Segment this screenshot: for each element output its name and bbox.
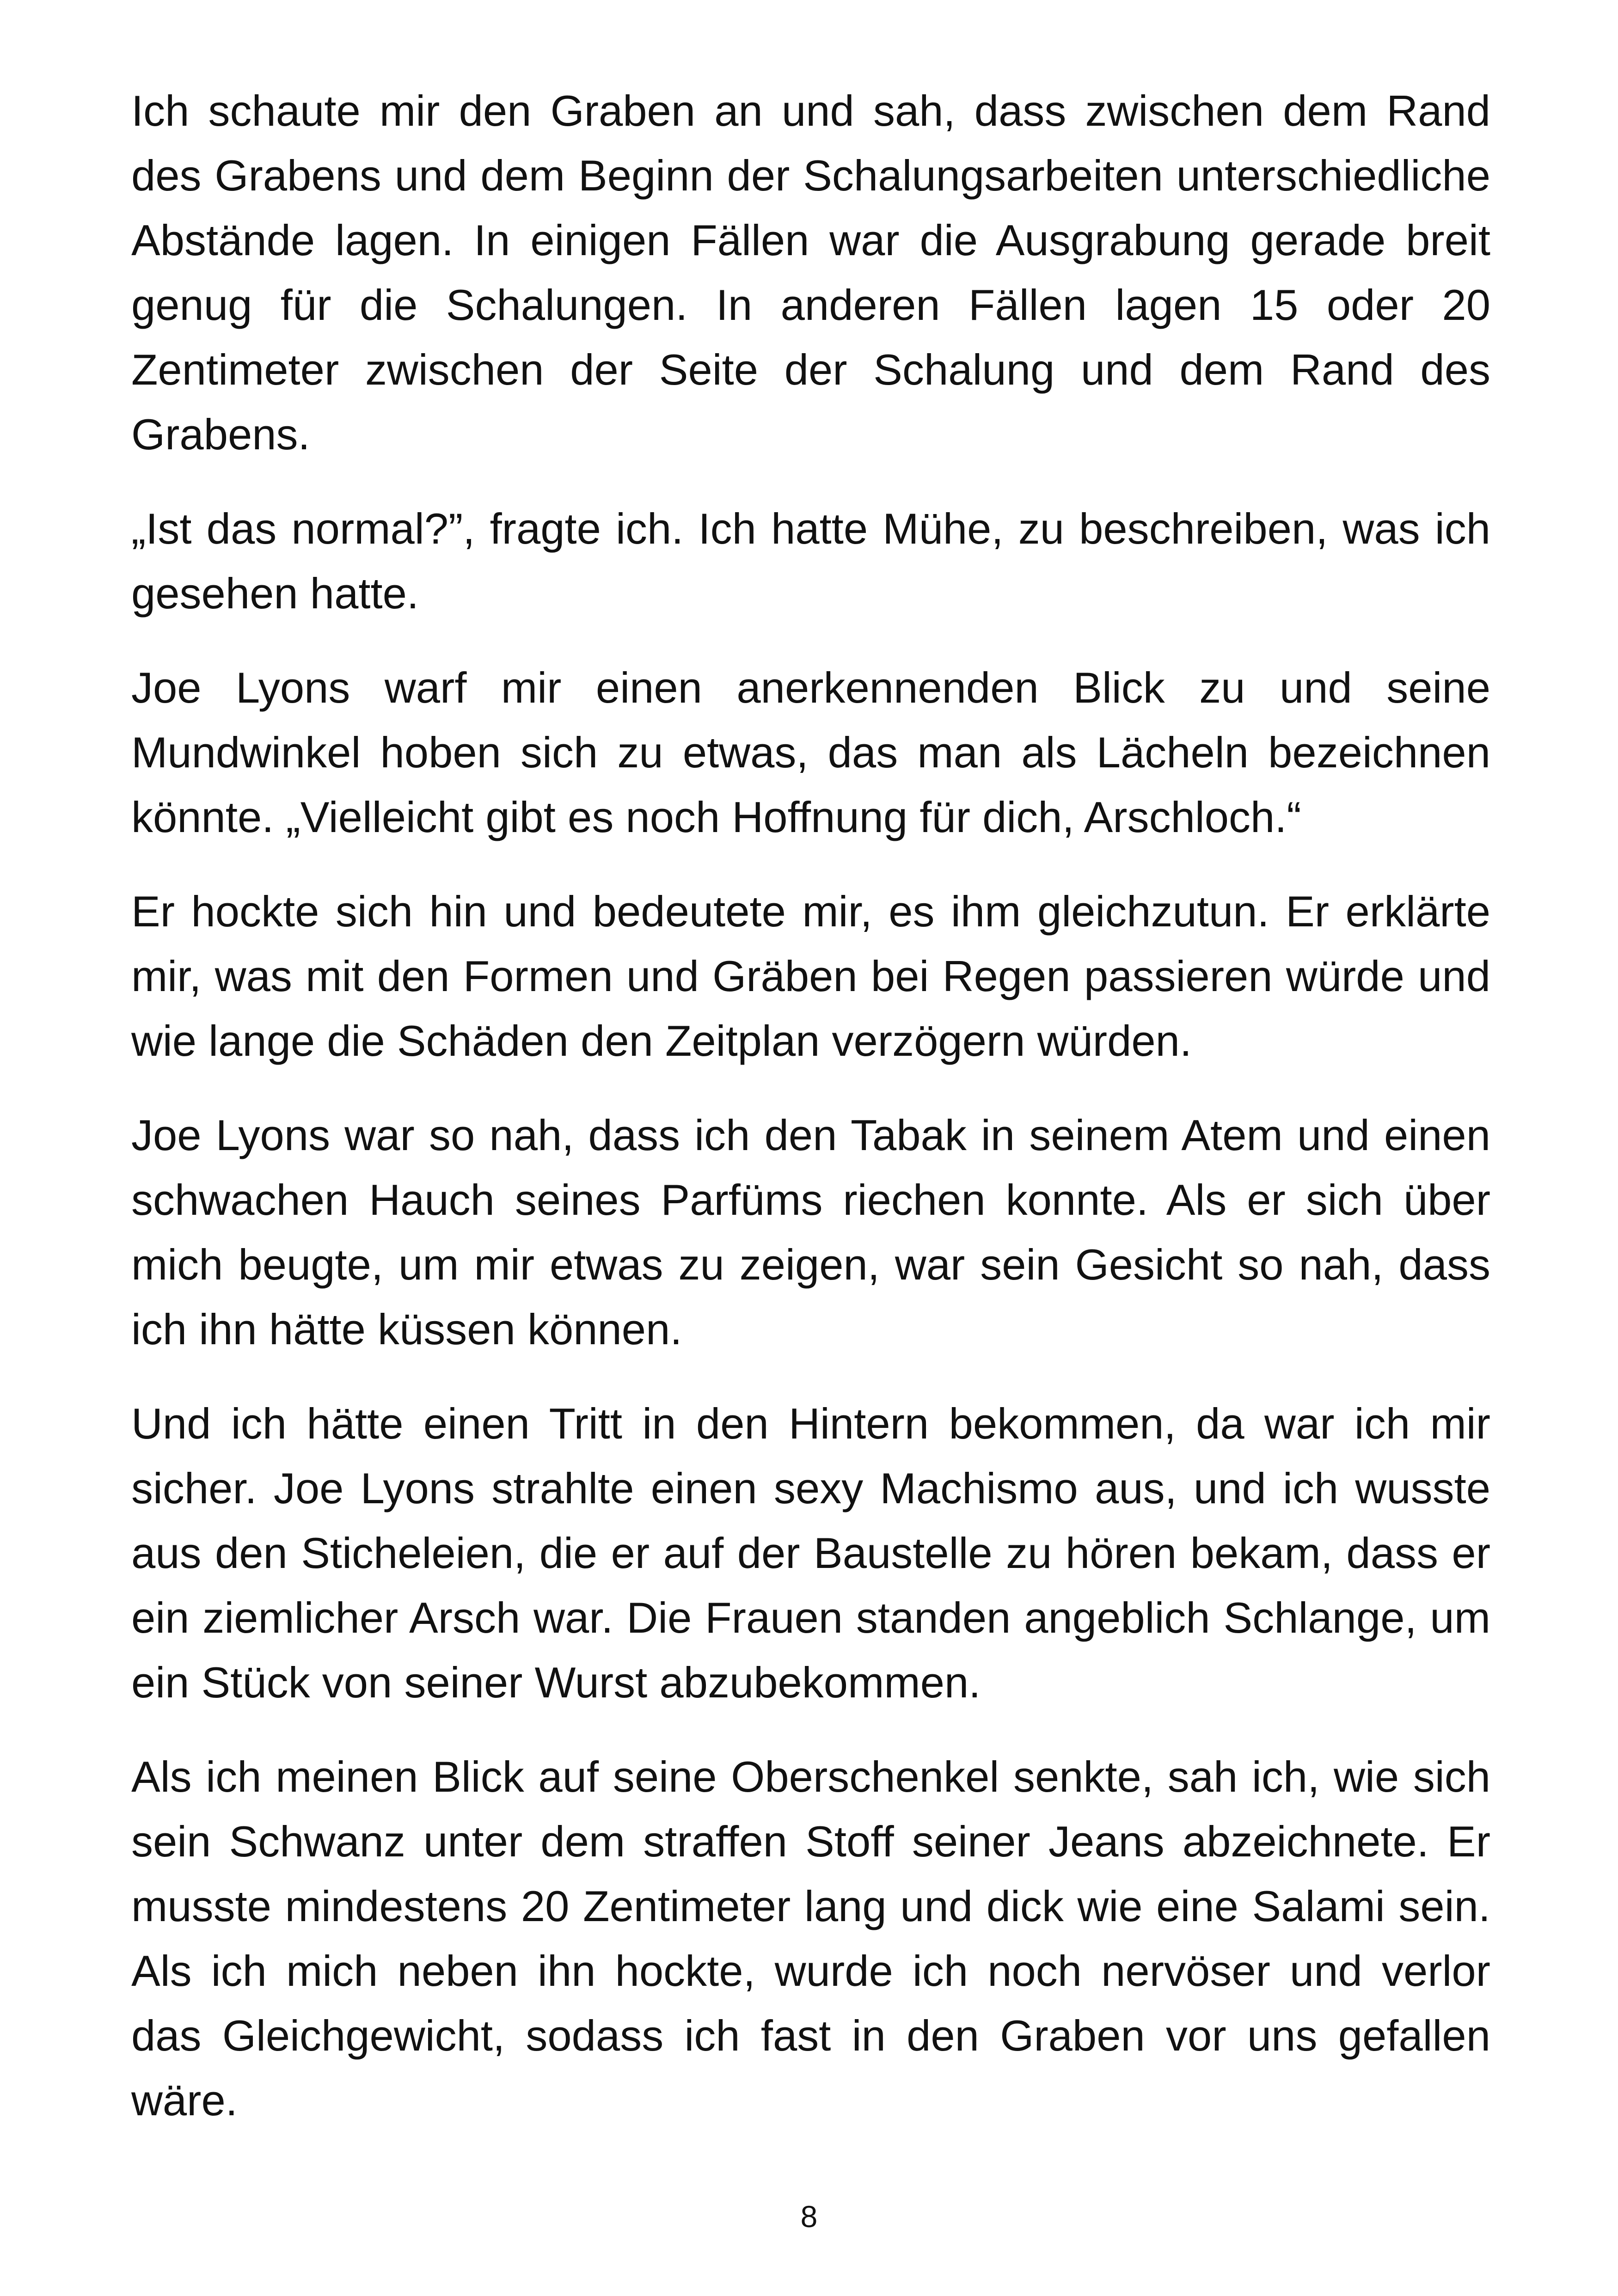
paragraph: Er hockte sich hin und bedeutete mir, es ihm gleichzutun. Er erklärte mir, was mit den Formen und Gräben bei Regen passieren würde und wie lange die Schäden den Zeitplan verzögern würden. [131, 887, 1490, 1065]
paragraph: Und ich hätte einen Tritt in den Hintern bekommen, da war ich mir sicher. Joe Lyons strahlte einen sexy Machismo aus, und ich wusste aus den Sticheleien, die er auf der Baustelle zu hören bekam, dass er ein ziemlicher Arsch war. Die Frauen standen angeblich Schlange, um ein Stück von seiner Wurst abzubekommen. [131, 1399, 1490, 1707]
page-number: 8 [800, 2199, 818, 2234]
paragraph: Als ich meinen Blick auf seine Oberschenkel senkte, sah ich, wie sich sein Schwanz unter dem straffen Stoff seiner Jeans abzeichnete. Er musste mindestens 20 Zentimeter lang und dick wie eine Salami sein. Als ich mich neben ihn hockte, wurde ich noch nervöser und verlor das Gleichgewicht, sodass ich fast in den Graben vor uns gefallen wäre. [131, 1752, 1490, 2125]
paragraph: Joe Lyons war so nah, dass ich den Tabak in seinem Atem und einen schwachen Hauch seines Parfüms riechen konnte. Als er sich über mich beugte, um mir etwas zu zeigen, war sein Gesicht so nah, dass ich ihn hätte küssen können. [131, 1111, 1490, 1353]
paragraph: Ich schaute mir den Graben an und sah, dass zwischen dem Rand des Grabens und dem Beginn der Schalungsarbeiten unterschiedliche Abstände lagen. In einigen Fällen war die Ausgrabung gerade breit genug für die Schalungen. In anderen Fällen lagen 15 oder 20 Zentimeter zwischen der Seite der Schalung und dem Rand des Grabens. [131, 86, 1490, 459]
document-body [131, 79, 1490, 2162]
paragraph: Joe Lyons warf mir einen anerkennenden Blick zu und seine Mundwinkel hoben sich zu etwas, das man als Lächeln bezeichnen könnte. „Vielleicht gibt es noch Hoffnung für dich, Arschloch.“ [131, 663, 1490, 841]
paragraph: „Ist das normal?”, fragte ich. Ich hatte Mühe, zu beschreiben, was ich gesehen hatte. [131, 504, 1490, 618]
